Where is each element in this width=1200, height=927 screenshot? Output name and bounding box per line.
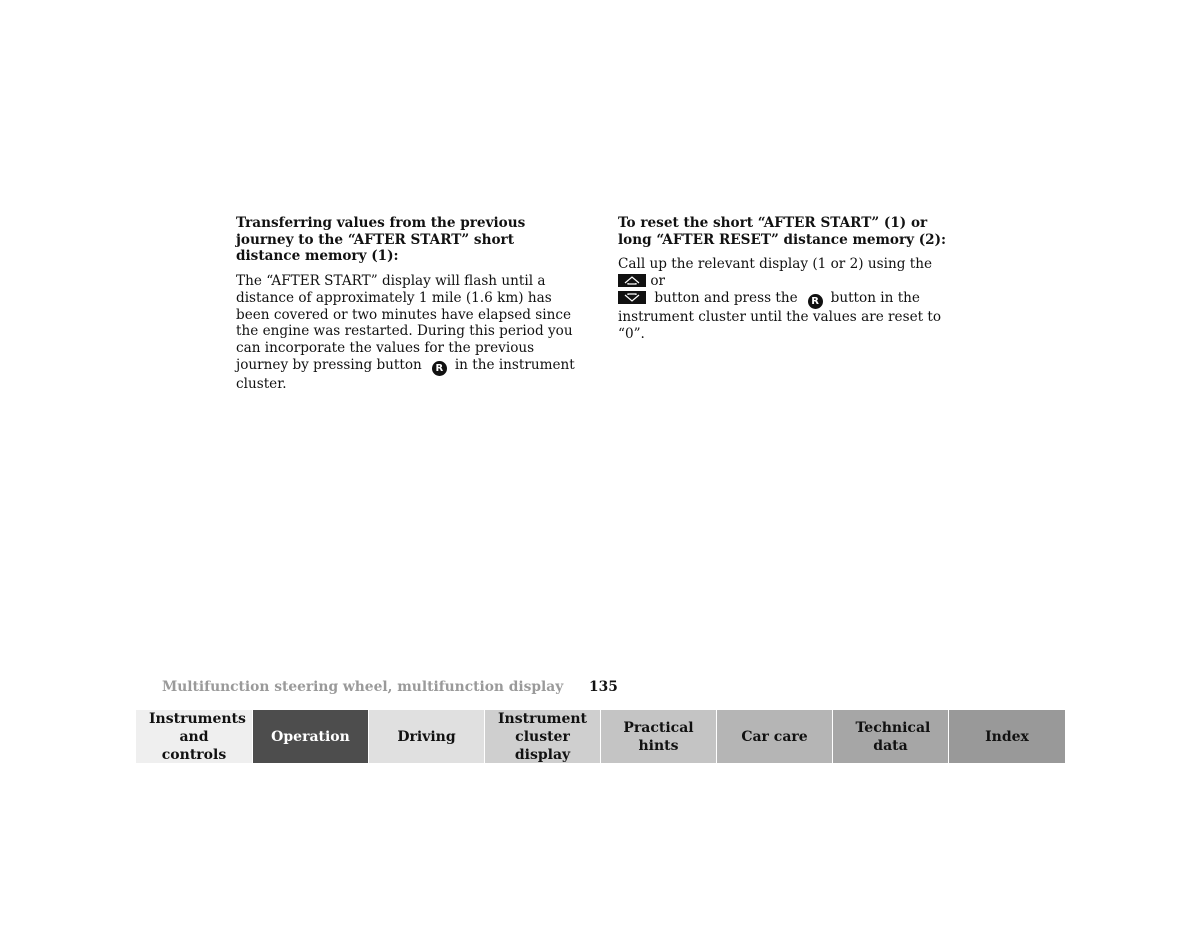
tab-label: Driving — [397, 728, 456, 745]
tab-operation[interactable] — [253, 710, 369, 763]
tab-instrument-cluster-display[interactable] — [485, 710, 601, 763]
tab-label: Car care — [741, 728, 808, 745]
tab-label: Practical hints — [623, 719, 694, 754]
right-text-3: button and press the — [654, 289, 798, 306]
tab-label: Index — [985, 728, 1029, 745]
tab-car-care[interactable] — [717, 710, 833, 763]
reset-r-button-icon: R — [808, 294, 823, 309]
tab-technical-data[interactable] — [833, 710, 949, 763]
up-arrow-button-icon — [618, 274, 646, 287]
chapter-tabs — [136, 710, 1065, 763]
reset-r-button-icon: R — [432, 361, 447, 376]
left-body-after: in the instrument cluster. — [236, 356, 575, 392]
tab-label: Operation — [271, 728, 350, 745]
tab-instruments-and-controls[interactable] — [136, 710, 253, 763]
section-title: Multifunction steering wheel, multifunction display — [162, 679, 564, 695]
page-number: 135 — [589, 679, 618, 695]
left-body-before: The “AFTER START” display will flash until a distance of approximately 1 mile (1.6 km) has been covered or two minutes have elapsed since the engine was restarted. During this period you can incorporate the values for the previous journey by pressing button — [236, 273, 573, 373]
left-column — [236, 215, 581, 392]
tab-label: Instrument cluster display — [498, 710, 587, 763]
left-paragraph — [236, 273, 581, 392]
tab-practical-hints[interactable] — [601, 710, 717, 763]
tab-index[interactable] — [949, 710, 1065, 763]
right-paragraph — [618, 256, 963, 342]
tab-label: Instruments and controls — [149, 710, 246, 763]
tab-driving[interactable] — [369, 710, 485, 763]
right-text-2: or — [650, 273, 666, 290]
left-heading: Transferring values from the previous journey to the “AFTER START” short distance memory (1): — [236, 215, 526, 265]
right-heading: To reset the short “AFTER START” (1) or long “AFTER RESET” distance memory (2): — [618, 215, 947, 248]
right-text-1: Call up the relevant display (1 or 2) using the — [618, 256, 932, 273]
right-text-4: button in the instrument cluster until the values are reset to “0”. — [618, 289, 942, 342]
down-arrow-button-icon — [618, 291, 646, 304]
right-column — [618, 215, 963, 342]
tab-label: Technical data — [855, 719, 931, 754]
